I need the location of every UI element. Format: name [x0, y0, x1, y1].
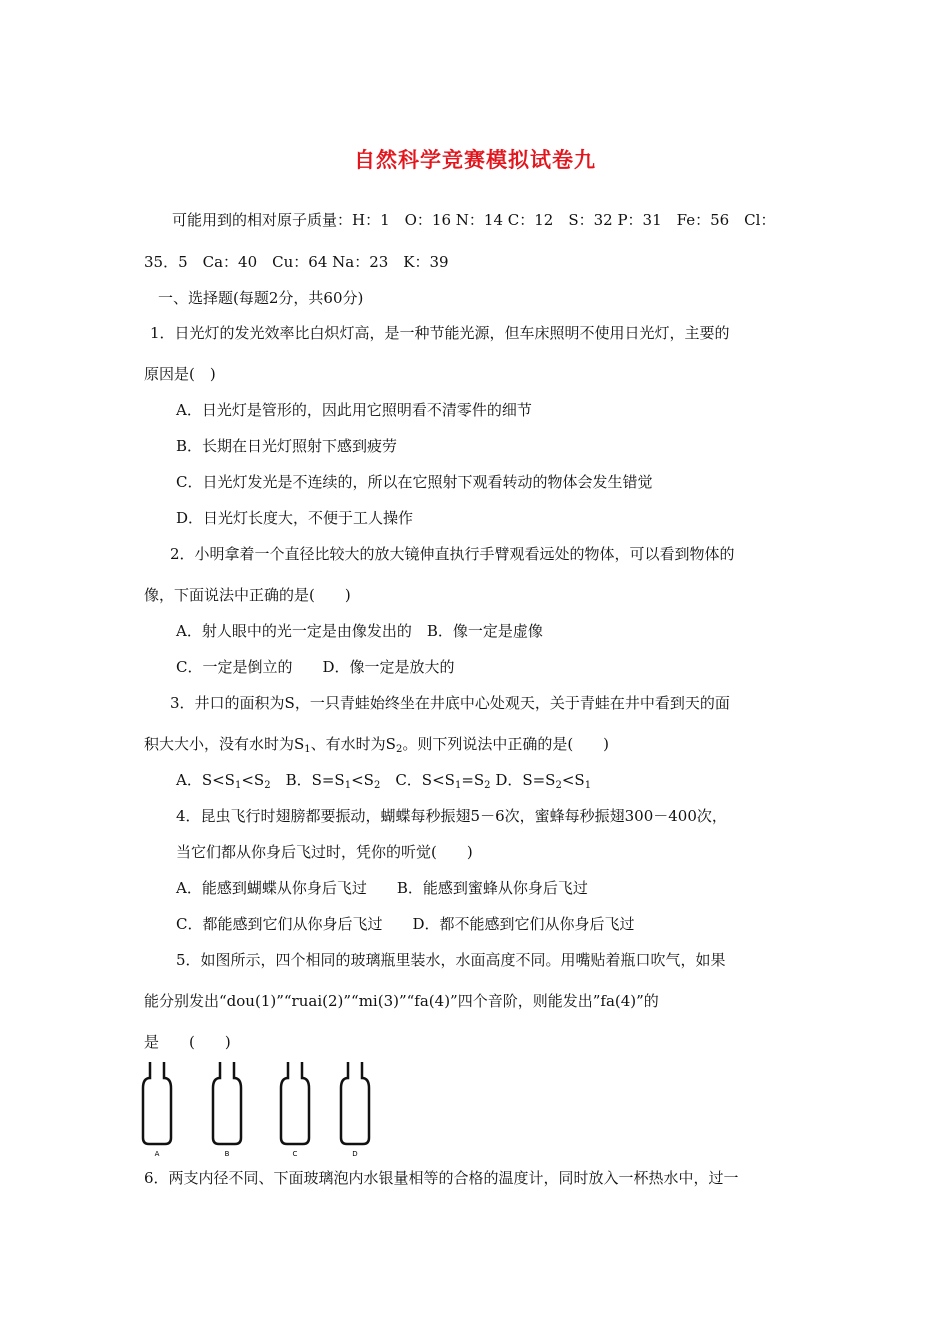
q1-stem-line-1: 1．日光灯的发光效率比白炽灯高，是一种节能光源，但车床照明不使用日光灯，主要的: [150, 324, 730, 342]
bottle-label-b: B: [224, 1150, 230, 1158]
q5-stem-line-2: 能分别发出“dou(1)”“ruai(2)”“mi(3)”“fa(4)”四个音阶，则能发出”fa(4)”的: [144, 992, 659, 1010]
q4-stem-line-2: 当它们都从你身后飞过时，凭你的听觉( ): [176, 843, 473, 861]
bottle-label-c: C: [292, 1150, 298, 1158]
section-heading: 一、选择题(每题2分，共60分): [158, 289, 364, 307]
bottle-label-a: A: [154, 1150, 160, 1158]
q2-option-cd: C．一定是倒立的 D．像一定是放大的: [176, 658, 455, 676]
atomic-masses-line-1: 可能用到的相对原子质量：H：1 O：16 N：14 C：12 S：32 P：31 Fe：56 Cl：: [172, 211, 776, 229]
q4-option-ab: A．能感到蝴蝶从你身后飞过 B．能感到蜜蜂从你身后飞过: [176, 879, 588, 897]
q1-stem-line-2: 原因是( ): [144, 365, 216, 383]
q3-options: A．$S<S_1<S_2$ B．$S=S_1<S_2$ C．$S<S_1=S_2$ D．$S=S_2<S_1$: [176, 771, 592, 791]
q3-stem-line-1: 3．井口的面积为S，一只青蛙始终坐在井底中心处观天，关于青蛙在井中看到天的面: [170, 694, 730, 712]
page-title: 自然科学竞赛模拟试卷九: [354, 148, 596, 172]
atomic-masses-line-2: 35．5 Ca：40 Cu：64 Na：23 K：39: [144, 253, 449, 271]
q2-stem-line-1: 2．小明拿着一个直径比较大的放大镜伸直执行手臂观看远处的物体，可以看到物体的: [170, 545, 735, 563]
bottles-figure: [140, 1060, 380, 1160]
q1-option-a: A．日光灯是管形的，因此用它照明看不清零件的细节: [176, 401, 532, 419]
q2-stem-line-2: 像，下面说法中正确的是( ): [144, 586, 351, 604]
bottle-label-d: D: [352, 1150, 358, 1158]
q1-option-b: B．长期在日光灯照射下感到疲劳: [176, 437, 398, 455]
q5-stem-line-3: 是 ( ): [144, 1033, 231, 1051]
q3-stem-line-2: 积大大小，没有水时为$S_1$、有水时为$S_2$。则下列说法中正确的是( ): [144, 735, 610, 755]
q2-option-ab: A．射人眼中的光一定是由像发出的 B．像一定是虚像: [176, 622, 543, 640]
q4-option-cd: C．都能感到它们从你身后飞过 D．都不能感到它们从你身后飞过: [176, 915, 635, 933]
q6-stem-line-1: 6．两支内径不同、下面玻璃泡内水银量相等的合格的温度计，同时放入一杯热水中，过一: [144, 1169, 739, 1187]
q4-stem-line-1: 4．昆虫飞行时翅膀都要振动，蝴蝶每秒振翅5－6次，蜜蜂每秒振翅300－400次，: [176, 807, 727, 825]
bottle-c-icon: [281, 1062, 309, 1144]
bottle-a-icon: [143, 1062, 171, 1144]
q5-stem-line-1: 5．如图所示，四个相同的玻璃瓶里装水，水面高度不同。用嘴贴着瓶口吹气，如果: [176, 951, 726, 969]
q1-option-d: D．日光灯长度大，不便于工人操作: [176, 509, 414, 527]
bottle-d-icon: [341, 1062, 369, 1144]
q1-option-c: C．日光灯发光是不连续的，所以在它照射下观看转动的物体会发生错觉: [176, 473, 653, 491]
bottle-b-icon: [213, 1062, 241, 1144]
